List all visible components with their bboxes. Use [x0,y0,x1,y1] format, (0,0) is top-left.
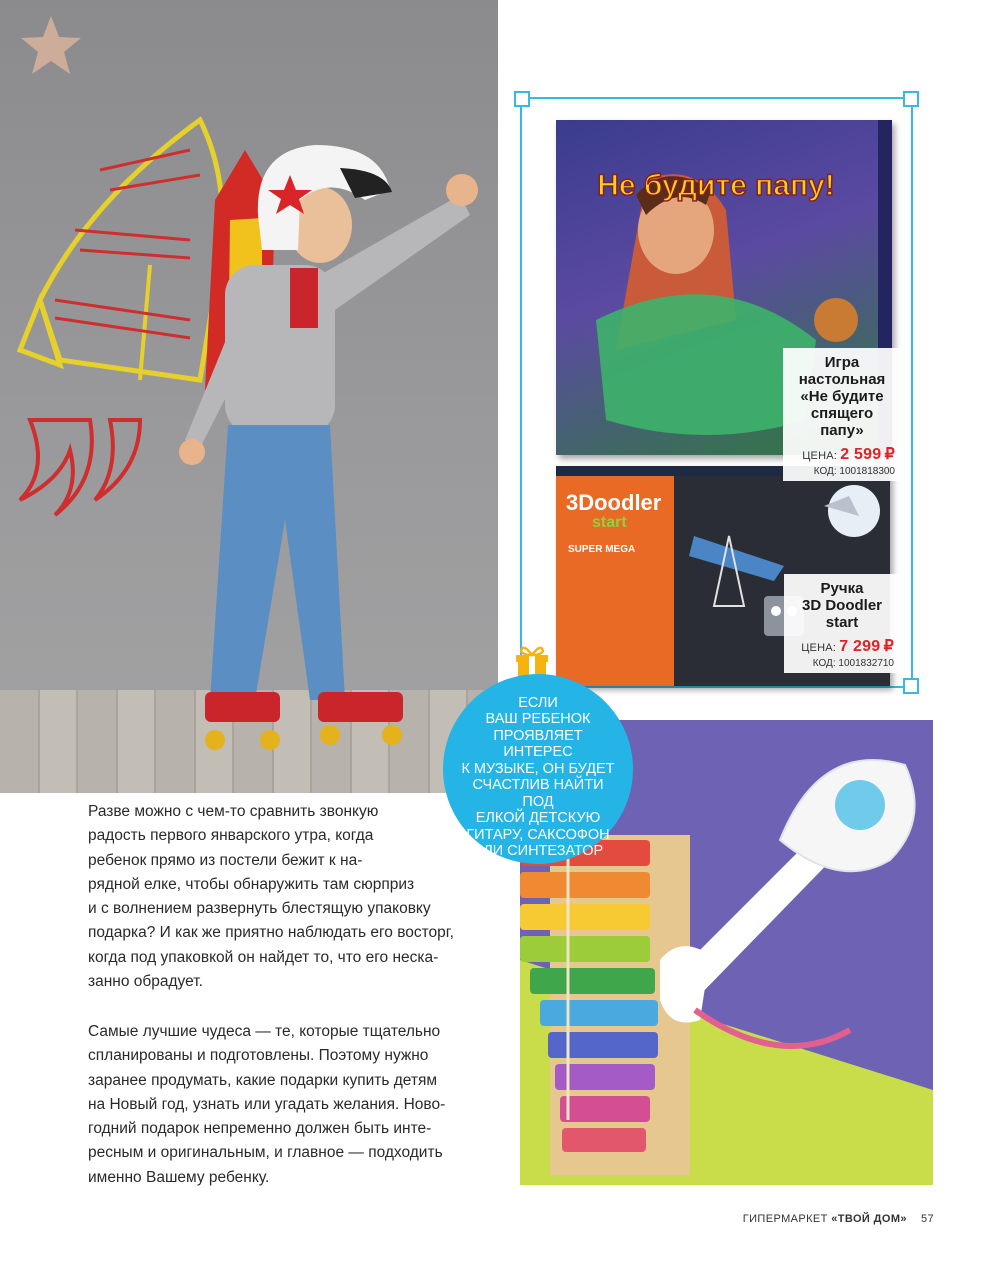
product-name: Игра настольная «Не будите спящего папу» [798,354,886,439]
3d-pen-box-left [556,476,674,686]
product-code: КОД: 1001832710 [812,658,894,669]
frame-corner [514,91,530,107]
hero-photo [0,0,498,793]
page-footer [743,1213,934,1225]
page-number: 57 [920,1213,934,1225]
box-sub: start [592,514,627,531]
product-code: КОД: 1001818300 [813,466,895,477]
article-paragraph-2: Самые лучшие чудеса — те, которые тщательно спланированы и подготовлены. Поэтому нужно заранее продумать, какие подарки купить детям на Новый год, узнать или угадать желания. Ново- годний подарок непременно должен быть инте- ресным и оригинальным, и главное — подходить именно Вашему ребенку. [88,1023,446,1186]
price-label: ЦЕНА: [802,450,838,462]
price-line [790,636,894,656]
box-brand: 3Doodler [566,490,662,515]
callout-text: ЕСЛИ ВАШ РЕБЕНОК ПРОЯВЛЯЕТ ИНТЕРЕС К МУЗЫКЕ, ОН БУДЕТ СЧАСТЛИВ НАЙТИ ПОД ЕЛКОЙ ДЕТСКУЮ ГИТАРУ, САКСОФОН ИЛИ СИНТЕЗАТОР [461,694,615,859]
box-title: Не будите папу! [597,169,835,202]
price-card-3d-pen [784,574,900,673]
footer-brand: «ТВОЙ ДОМ» [831,1213,907,1225]
price-line [789,444,895,464]
product-name: Ручка 3D Doodler start [801,580,882,631]
footer-label: ГИПЕРМАРКЕТ [742,1213,832,1225]
currency-symbol: ₽ [883,638,894,655]
currency-symbol: ₽ [884,446,895,463]
chalk-rocket-illustration [0,0,498,793]
article-paragraph-1: Разве можно с чем-то сравнить звонкую радость первого январского утра, когда ребенок прямо из постели бежит к на- рядной елке, чтобы обнаружить там сюрприз и с волнением развернуть блестящую упаковку подарка? И как же приятно наблюдать его восторг, когда под упаковкой он найдет то, что его неска- занно обрадует. [88,803,454,991]
box-set: SUPER MEGA [568,544,636,555]
price-card-board-game [783,348,901,481]
price-value: 2 599 [840,446,882,463]
price-value: 7 299 [839,638,881,655]
frame-corner [903,91,919,107]
frame-corner [903,678,919,694]
price-label: ЦЕНА: [801,642,837,654]
